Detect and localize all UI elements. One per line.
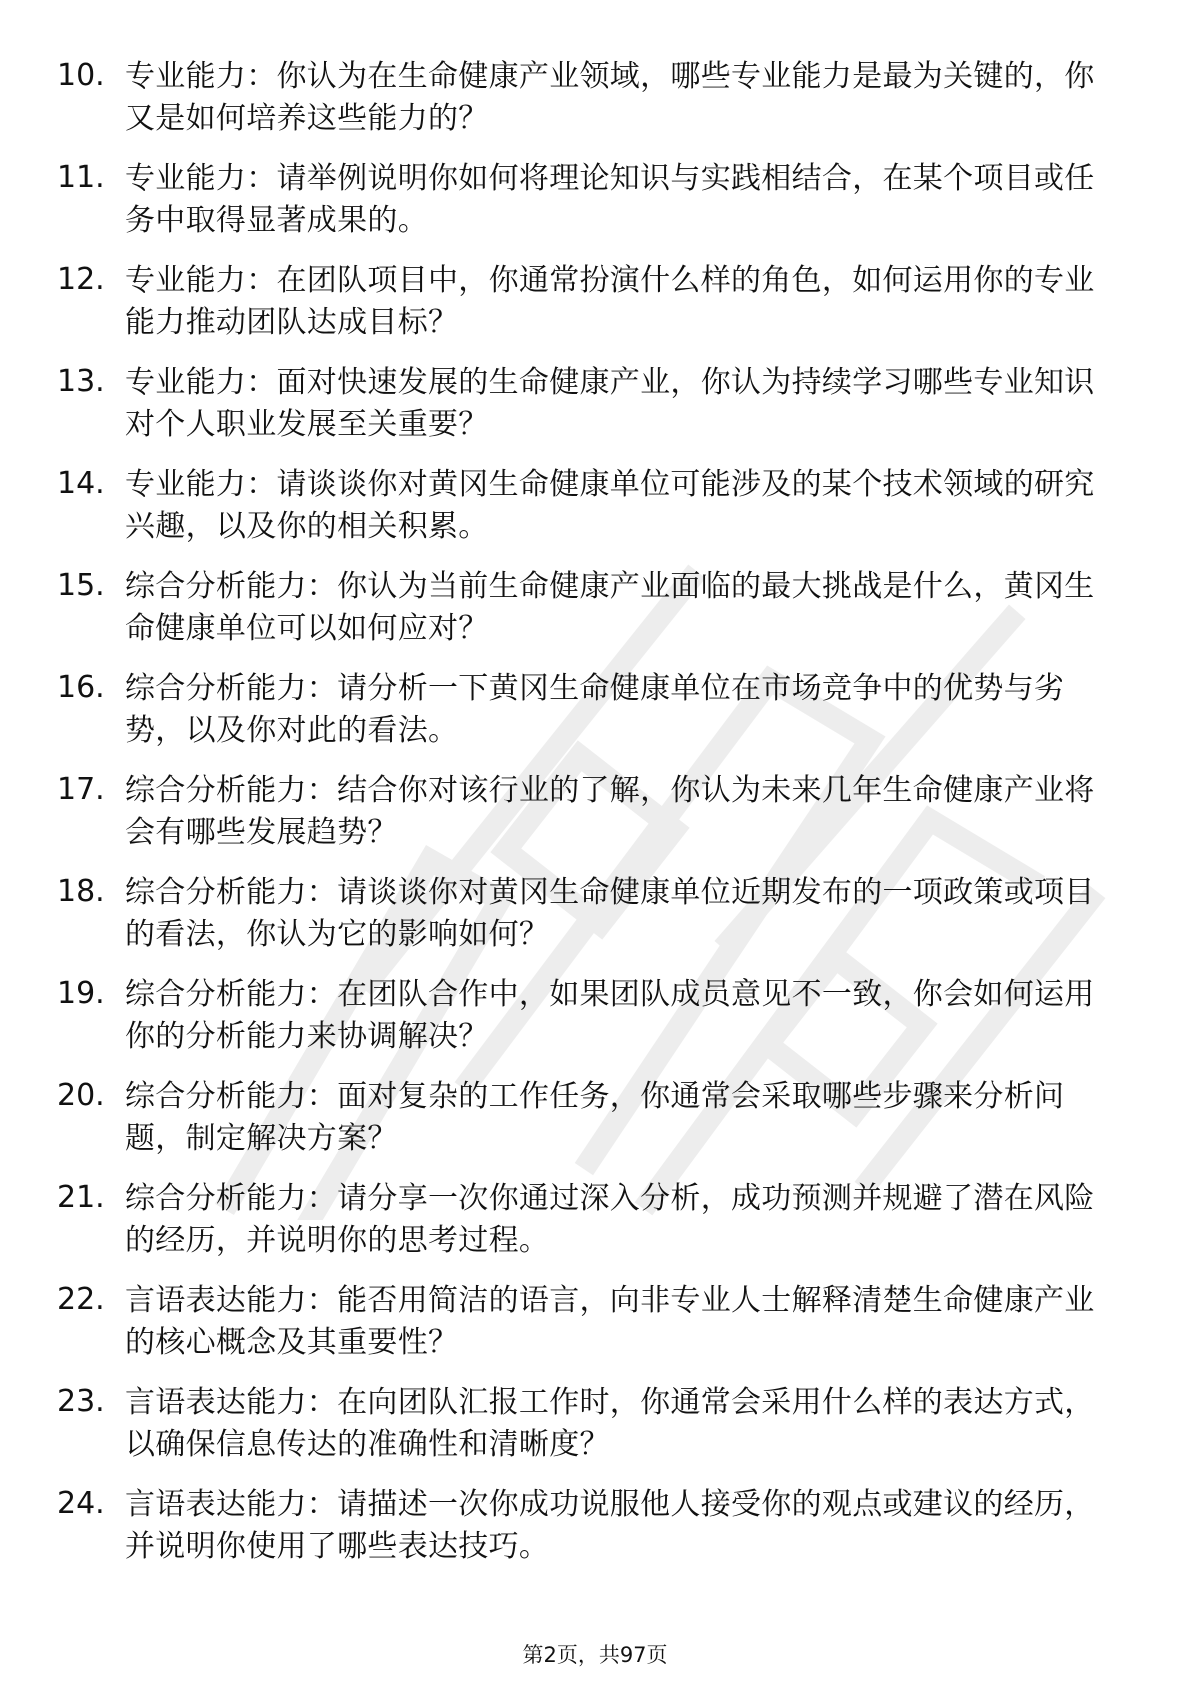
question-number: 18. (57, 874, 105, 909)
question-text: 言语表达能力：能否用简洁的语言，向非专业人士解释清楚生命健康产业的核心概念及其重要性？ (125, 1283, 1095, 1360)
question-number: 10. (57, 58, 105, 93)
question-text: 综合分析能力：请分析一下黄冈生命健康单位在市场竞争中的优势与劣势，以及你对此的看法。 (125, 671, 1065, 748)
question-item (0, 1480, 1190, 1582)
question-item (0, 460, 1190, 562)
question-number: 22. (57, 1282, 105, 1317)
question-text: 专业能力：面对快速发展的生命健康产业，你认为持续学习哪些专业知识对个人职业发展至关重要？ (125, 365, 1095, 442)
question-item (0, 154, 1190, 256)
question-text: 言语表达能力：在向团队汇报工作时，你通常会采用什么样的表达方式，以确保信息传达的准确性和清晰度？ (125, 1385, 1095, 1462)
question-number: 12. (57, 262, 105, 297)
question-number: 23. (57, 1384, 105, 1419)
question-text: 专业能力：你认为在生命健康产业领域，哪些专业能力是最为关键的，你又是如何培养这些能力的？ (125, 59, 1095, 136)
question-number: 20. (57, 1078, 105, 1113)
question-text: 综合分析能力：请谈谈你对黄冈生命健康单位近期发布的一项政策或项目的看法，你认为它的影响如何？ (125, 875, 1095, 952)
page-footer: 第2页，共97页 (522, 1643, 668, 1667)
question-list (0, 52, 1190, 1582)
question-text: 专业能力：在团队项目中，你通常扮演什么样的角色，如何运用你的专业能力推动团队达成目标？ (125, 263, 1095, 340)
question-item (0, 358, 1190, 460)
question-number: 17. (57, 772, 105, 807)
question-item (0, 1174, 1190, 1276)
question-item (0, 766, 1190, 868)
question-item (0, 52, 1190, 154)
question-text: 综合分析能力：在团队合作中，如果团队成员意见不一致，你会如何运用你的分析能力来协调解决？ (125, 977, 1095, 1054)
question-number: 21. (57, 1180, 105, 1215)
question-item (0, 1072, 1190, 1174)
question-number: 13. (57, 364, 105, 399)
question-text: 综合分析能力：请分享一次你通过深入分析，成功预测并规避了潜在风险的经历，并说明你的思考过程。 (125, 1181, 1095, 1258)
question-text: 专业能力：请谈谈你对黄冈生命健康单位可能涉及的某个技术领域的研究兴趣，以及你的相关积累。 (125, 467, 1095, 544)
question-number: 19. (57, 976, 105, 1011)
question-item (0, 664, 1190, 766)
question-text: 综合分析能力：结合你对该行业的了解，你认为未来几年生命健康产业将会有哪些发展趋势？ (125, 773, 1095, 850)
question-text: 专业能力：请举例说明你如何将理论知识与实践相结合，在某个项目或任务中取得显著成果的。 (125, 161, 1095, 238)
question-item (0, 970, 1190, 1072)
question-text: 综合分析能力：面对复杂的工作任务，你通常会采取哪些步骤来分析问题，制定解决方案？ (125, 1079, 1065, 1156)
question-number: 15. (57, 568, 105, 603)
question-number: 11. (57, 160, 105, 195)
question-text: 言语表达能力：请描述一次你成功说服他人接受你的观点或建议的经历，并说明你使用了哪些表达技巧。 (125, 1487, 1095, 1564)
question-number: 24. (57, 1486, 105, 1521)
question-text: 综合分析能力：你认为当前生命健康产业面临的最大挑战是什么，黄冈生命健康单位可以如何应对？ (125, 569, 1095, 646)
question-number: 14. (57, 466, 105, 501)
question-item (0, 1276, 1190, 1378)
question-item (0, 256, 1190, 358)
question-number: 16. (57, 670, 105, 705)
question-item (0, 1378, 1190, 1480)
question-item (0, 562, 1190, 664)
question-item (0, 868, 1190, 970)
